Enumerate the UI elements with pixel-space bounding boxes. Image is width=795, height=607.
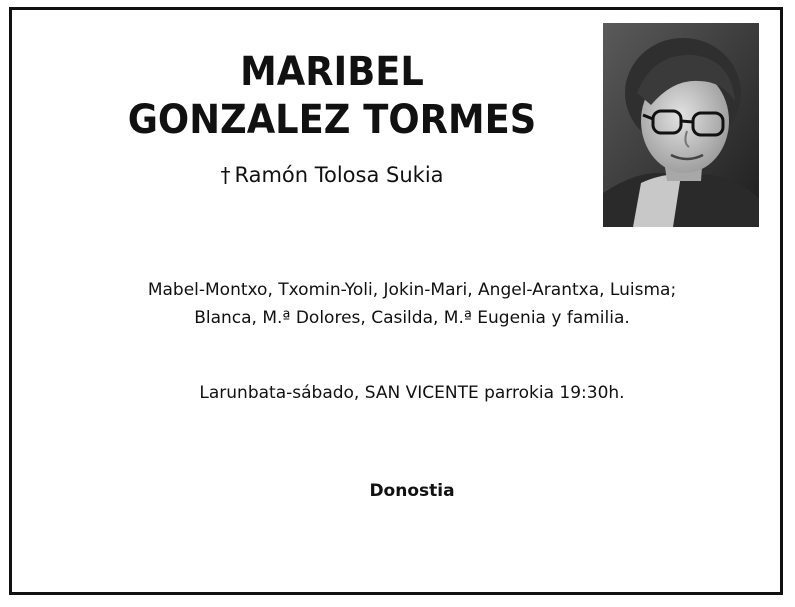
portrait-photo-icon bbox=[603, 23, 759, 227]
deceased-name-line2: GONZALEZ TORMES bbox=[127, 97, 537, 143]
family-line-2: Blanca, M.ª Dolores, Casilda, M.ª Eugenia y familia. bbox=[194, 308, 630, 328]
spouse-name: Ramón Tolosa Sukia bbox=[234, 163, 444, 187]
cross-icon: † bbox=[220, 163, 231, 187]
place-name: Donostia bbox=[369, 481, 455, 501]
ceremony-details: Larunbata-sábado, SAN VICENTE parrokia 19:30h. bbox=[199, 383, 625, 403]
portrait-photo bbox=[603, 23, 759, 227]
deceased-name-line1: MARIBEL bbox=[240, 49, 424, 95]
family-list bbox=[52, 276, 772, 332]
family-line-1: Mabel-Montxo, Txomin-Yoli, Jokin-Mari, Angel-Arantxa, Luisma; bbox=[147, 280, 677, 300]
spouse-line bbox=[162, 162, 502, 188]
